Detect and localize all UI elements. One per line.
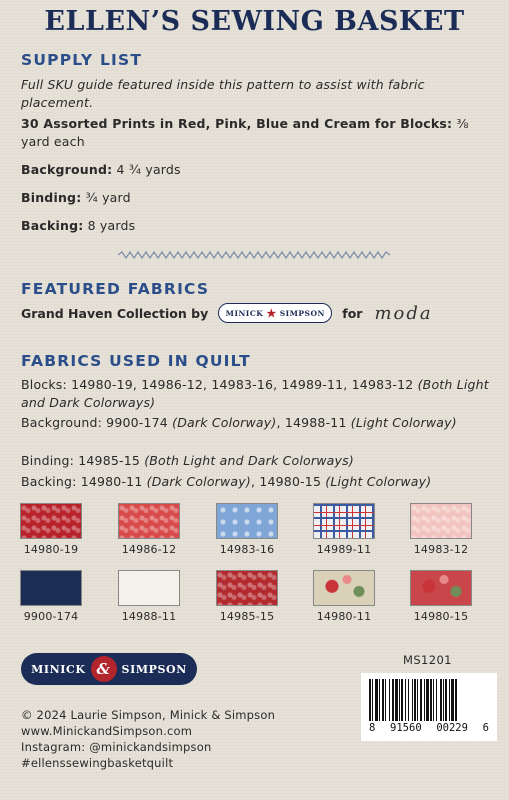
swatch-code: 9900-174	[23, 610, 79, 623]
supply-backing	[21, 217, 491, 235]
swatch-item	[112, 570, 186, 623]
used-binding-note: (Both Light and Dark Colorways)	[144, 453, 354, 468]
swatch-item	[112, 503, 186, 556]
fabric-swatch	[118, 503, 180, 539]
supply-binding-value: ¾ yard	[85, 190, 131, 205]
copyright-text: © 2024 Laurie Simpson, Minick & Simpson	[21, 708, 276, 722]
barcode-digit-1: 8	[369, 722, 376, 734]
swatch-item	[404, 570, 478, 623]
collection-name: Grand Haven Collection by	[21, 305, 209, 321]
swatch-item	[307, 570, 381, 623]
barcode-bar	[445, 679, 447, 721]
used-background-code1: 9900-174	[106, 415, 168, 430]
barcode-digits-3: 00229	[436, 722, 468, 734]
swatch-item	[210, 570, 284, 623]
fabric-swatch	[313, 570, 375, 606]
instagram-handle[interactable]: Instagram: @minickandsimpson	[21, 740, 212, 754]
fabrics-used-heading: FABRICS USED IN QUILT	[21, 352, 251, 370]
used-binding	[21, 452, 491, 470]
swatch-code: 14983-16	[219, 543, 275, 556]
for-text: for	[342, 305, 363, 321]
barcode-bar	[372, 679, 373, 721]
swatch-code: 14989-11	[316, 543, 372, 556]
supply-blocks-value: ⅜ yard each	[21, 116, 469, 149]
used-background-code2: 14988-11	[284, 415, 347, 430]
barcode-bar	[385, 679, 386, 721]
barcode-bar	[451, 679, 454, 721]
star-icon: ★	[266, 306, 277, 320]
barcode-bar	[395, 679, 398, 721]
barcode-bar	[408, 679, 409, 721]
used-blocks	[21, 376, 491, 412]
fabric-swatch	[313, 503, 375, 539]
supply-blocks	[21, 115, 491, 151]
barcode-bar	[379, 679, 380, 721]
supply-background	[21, 161, 491, 179]
barcode-bar	[436, 679, 437, 721]
barcode-bar	[399, 679, 400, 721]
barcode-number	[367, 722, 491, 734]
used-background-label: Background:	[21, 415, 102, 430]
swatch-item	[404, 503, 478, 556]
barcode-bar	[401, 679, 403, 721]
supply-binding	[21, 189, 491, 207]
used-background-note2: (Light Colorway)	[350, 415, 457, 430]
barcode	[361, 673, 497, 741]
used-background-note1: (Dark Colorway)	[172, 415, 277, 430]
featured-collection-line	[21, 303, 433, 323]
barcode-bar	[426, 679, 429, 721]
barcode-bar	[382, 679, 384, 721]
logo-left-text: MINICK	[31, 662, 86, 676]
barcode-bar	[455, 679, 457, 721]
featured-fabrics-heading: FEATURED FABRICS	[21, 280, 210, 298]
fabric-swatch	[410, 570, 472, 606]
used-backing-label: Backing:	[21, 474, 77, 489]
barcode-bar	[405, 679, 406, 721]
fabric-swatch	[118, 570, 180, 606]
logo-small-left: MINICK	[225, 308, 264, 318]
moda-logo: moda	[374, 302, 433, 324]
logo-right-text: SIMPSON	[121, 662, 187, 676]
supply-background-value: 4 ¾ yards	[116, 162, 181, 177]
swatch-code: 14985-15	[219, 610, 275, 623]
used-backing-code1: 14980-11	[80, 474, 143, 489]
supply-background-label: Background:	[21, 162, 113, 177]
swatch-item	[14, 503, 88, 556]
used-binding-label: Binding:	[21, 453, 75, 468]
used-backing-note1: (Dark Colorway)	[146, 474, 251, 489]
stitch-divider	[118, 251, 390, 259]
barcode-bar	[430, 679, 432, 721]
used-background: Background: 9900-174 (Dark Colorway), 14988-11 (Light Colorway)	[21, 415, 457, 430]
fabric-swatch	[20, 570, 82, 606]
used-backing: Backing: 14980-11 (Dark Colorway), 14980-15 (Light Colorway)	[21, 474, 432, 489]
barcode-bar	[412, 679, 413, 721]
fabric-swatch	[216, 570, 278, 606]
swatch-code: 14980-15	[413, 610, 469, 623]
used-backing-note2: (Light Colorway)	[325, 474, 432, 489]
swatch-code: 14986-12	[121, 543, 177, 556]
swatch-item	[14, 570, 88, 623]
barcode-bar	[375, 679, 378, 721]
minick-simpson-logo	[21, 653, 197, 685]
used-backing-code2: 14980-15	[259, 474, 322, 489]
supply-backing-value: 8 yards	[87, 218, 136, 233]
swatch-code: 14983-12	[413, 543, 469, 556]
supply-binding-label: Binding:	[21, 190, 82, 205]
swatch-item	[210, 503, 284, 556]
swatch-item	[307, 503, 381, 556]
barcode-bars	[367, 679, 491, 721]
page-title: ELLEN’S SEWING BASKET	[44, 6, 465, 37]
swatch-code: 14980-19	[23, 543, 79, 556]
used-blocks-label: Blocks:	[21, 377, 67, 392]
barcode-bar	[414, 679, 416, 721]
used-binding-code: 14985-15	[78, 453, 141, 468]
barcode-bar	[443, 679, 444, 721]
footer-info	[21, 707, 275, 771]
barcode-bar	[449, 679, 450, 721]
website-link[interactable]: www.MinickandSimpson.com	[21, 724, 193, 738]
swatch-code: 14988-11	[121, 610, 177, 623]
barcode-digits-2: 91560	[390, 722, 422, 734]
used-blocks-note: (Both Light and Dark Colorways)	[21, 377, 489, 410]
barcode-bar	[424, 679, 425, 721]
used-blocks-codes: 14980-19, 14986-12, 14983-16, 14989-11, 14983-12	[71, 377, 414, 392]
minick-simpson-small-logo	[218, 303, 332, 323]
barcode-bar	[417, 679, 418, 721]
fabric-swatch	[216, 503, 278, 539]
barcode-digit-4: 6	[482, 722, 489, 734]
supply-backing-label: Backing:	[21, 218, 84, 233]
barcode-bar	[389, 679, 390, 721]
barcode-bar	[433, 679, 434, 721]
sku-code: MS1201	[403, 653, 452, 667]
logo-ampersand: &	[91, 656, 117, 682]
barcode-bar	[369, 679, 371, 721]
swatch-code: 14980-11	[316, 610, 372, 623]
fabric-swatch	[20, 503, 82, 539]
supply-list-heading: SUPPLY LIST	[21, 51, 143, 69]
barcode-bar	[420, 679, 422, 721]
barcode-bar	[440, 679, 442, 721]
supply-note: Full SKU guide featured inside this pattern to assist with fabric placement.	[21, 77, 425, 110]
supply-blocks-label: 30 Assorted Prints in Red, Pink, Blue and Cream for Blocks:	[21, 116, 453, 131]
barcode-bar	[392, 679, 394, 721]
fabric-swatch	[410, 503, 472, 539]
hashtag-text: #ellenssewingbasketquilt	[21, 756, 174, 770]
logo-small-right: SIMPSON	[279, 308, 325, 318]
